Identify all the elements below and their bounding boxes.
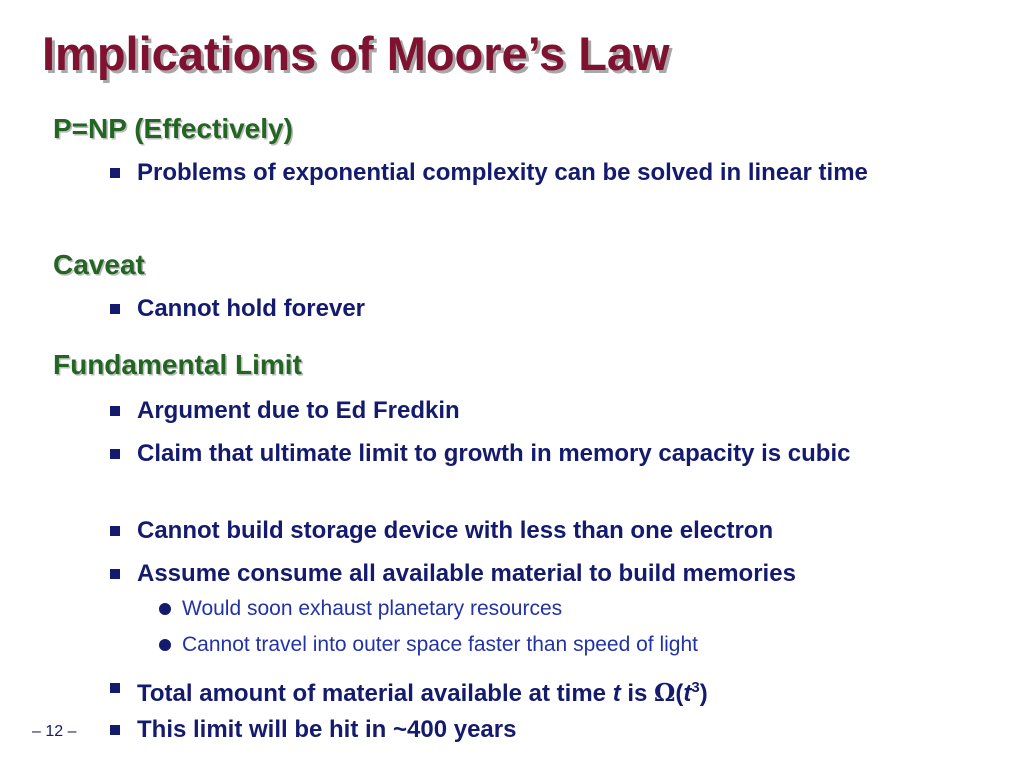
bullet-text: Argument due to Ed Fredkin (137, 397, 460, 424)
variable-t: t (612, 680, 621, 707)
bullet-text (137, 671, 950, 711)
text-segment: Total amount of material available at time (137, 680, 613, 707)
open-paren: ( (675, 680, 684, 707)
subbullet-text: Cannot travel into outer space faster than speed of light (182, 633, 698, 656)
bullet-text: Claim that ultimate limit to growth in memory capacity is cubic (137, 440, 851, 467)
omega-symbol: Ω (654, 678, 676, 707)
variable-t: t (683, 680, 692, 707)
square-bullet-icon (110, 526, 120, 536)
bullet-text: Problems of exponential complexity can be solved in linear time (137, 159, 868, 186)
exponent: 3 (691, 679, 700, 696)
heading-p-equals-np: P=NP (Effectively) (53, 113, 293, 144)
bullet-cannot-hold-forever (110, 292, 950, 326)
square-bullet-icon (110, 569, 120, 579)
slide-title: Implications of Moore’s Law (42, 27, 670, 80)
bullet-text: This limit will be hit in ~400 years (137, 716, 517, 743)
square-bullet-icon (110, 304, 120, 314)
heading-caveat: Caveat (53, 249, 145, 280)
square-bullet-icon (110, 406, 120, 416)
page-number: – 12 – (32, 723, 77, 740)
bullet-400-years (110, 713, 950, 747)
bullet-text: Cannot build storage device with less than one electron (137, 517, 774, 544)
bullet-text: Cannot hold forever (137, 295, 366, 322)
bullet-one-electron (110, 514, 950, 548)
bullet-consume-material (110, 557, 950, 591)
subbullet-planetary-resources (159, 596, 859, 622)
round-bullet-icon (159, 639, 171, 651)
square-bullet-icon (110, 725, 120, 735)
bullet-exponential-problems (110, 156, 950, 190)
text-segment: is (620, 680, 655, 707)
round-bullet-icon (159, 603, 171, 615)
square-bullet-icon (110, 683, 120, 693)
bullet-fredkin-argument (110, 394, 950, 428)
heading-fundamental-limit: Fundamental Limit (53, 349, 302, 380)
subbullet-text: Would soon exhaust planetary resources (182, 597, 563, 620)
close-paren: ) (699, 680, 708, 707)
bullet-cubic-limit-claim (110, 437, 950, 471)
square-bullet-icon (110, 168, 120, 178)
subbullet-speed-of-light (159, 632, 859, 658)
square-bullet-icon (110, 449, 120, 459)
bullet-text: Assume consume all available material to build memories (137, 560, 796, 587)
bullet-total-material (110, 671, 950, 711)
